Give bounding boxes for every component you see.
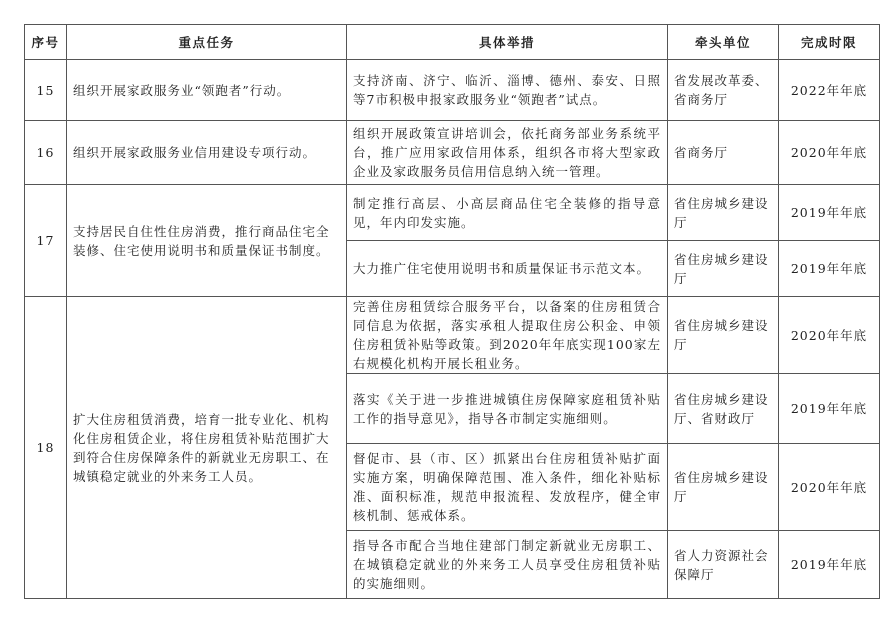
header-deadline: 完成时限: [779, 25, 880, 60]
table-row: [25, 185, 880, 241]
measure-cell: 组织开展政策宣讲培训会，依托商务部业务系统平台，推广应用家政信用体系，组织各市将大型家政企业及家政服务员信用信息纳入统一管理。: [347, 121, 668, 185]
table-row: [25, 60, 880, 121]
lead-unit-cell: 省住房城乡建设厅、省财政厅: [668, 374, 779, 444]
task-cell: 支持居民自住性住房消费，推行商品住宅全装修、住宅使用说明书和质量保证书制度。: [67, 185, 347, 297]
header-task: 重点任务: [67, 25, 347, 60]
header-measure: 具体举措: [347, 25, 668, 60]
row-number: 17: [25, 185, 67, 297]
deadline-cell: 2020年年底: [779, 121, 880, 185]
lead-unit-cell: 省商务厅: [668, 121, 779, 185]
deadline-cell: 2020年年底: [779, 444, 880, 531]
lead-unit-cell: 省住房城乡建设厅: [668, 185, 779, 241]
measure-cell: 制定推行高层、小高层商品住宅全装修的指导意见，年内印发实施。: [347, 185, 668, 241]
lead-unit-cell: 省发展改革委、省商务厅: [668, 60, 779, 121]
table-row: [25, 121, 880, 185]
measure-cell: 完善住房租赁综合服务平台，以备案的住房租赁合同信息为依据，落实承租人提取住房公积金、申领住房租赁补贴等政策。到2020年年底实现100家左右规模化机构开展长租业务。: [347, 297, 668, 374]
task-cell: 组织开展家政服务业信用建设专项行动。: [67, 121, 347, 185]
deadline-cell: 2022年年底: [779, 60, 880, 121]
task-cell: 扩大住房租赁消费，培育一批专业化、机构化住房租赁企业，将住房租赁补贴范围扩大到符合住房保障条件的新就业无房职工、在城镇稳定就业的外来务工人员。: [67, 297, 347, 599]
lead-unit-cell: 省住房城乡建设厅: [668, 444, 779, 531]
table-row: [25, 297, 880, 374]
task-cell: 组织开展家政服务业“领跑者”行动。: [67, 60, 347, 121]
measure-cell: 支持济南、济宁、临沂、淄博、德州、泰安、日照等7市积极申报家政服务业“领跑者”试点。: [347, 60, 668, 121]
deadline-cell: 2019年年底: [779, 531, 880, 599]
deadline-cell: 2019年年底: [779, 374, 880, 444]
task-table: [24, 24, 880, 599]
lead-unit-cell: 省住房城乡建设厅: [668, 297, 779, 374]
row-number: 18: [25, 297, 67, 599]
header-row: [25, 25, 880, 60]
measure-cell: 指导各市配合当地住建部门制定新就业无房职工、在城镇稳定就业的外来务工人员享受住房租赁补贴的实施细则。: [347, 531, 668, 599]
header-lead: 牵头单位: [668, 25, 779, 60]
lead-unit-cell: 省住房城乡建设厅: [668, 241, 779, 297]
measure-cell: 大力推广住宅使用说明书和质量保证书示范文本。: [347, 241, 668, 297]
measure-cell: 落实《关于进一步推进城镇住房保障家庭租赁补贴工作的指导意见》，指导各市制定实施细则。: [347, 374, 668, 444]
header-no: 序号: [25, 25, 67, 60]
lead-unit-cell: 省人力资源社会保障厅: [668, 531, 779, 599]
measure-cell: 督促市、县（市、区）抓紧出台住房租赁补贴扩面实施方案，明确保障范围、准入条件，细化补贴标准、面积标准，规范申报流程、发放程序，健全审核机制、惩戒体系。: [347, 444, 668, 531]
deadline-cell: 2020年年底: [779, 297, 880, 374]
row-number: 16: [25, 121, 67, 185]
deadline-cell: 2019年年底: [779, 241, 880, 297]
deadline-cell: 2019年年底: [779, 185, 880, 241]
row-number: 15: [25, 60, 67, 121]
